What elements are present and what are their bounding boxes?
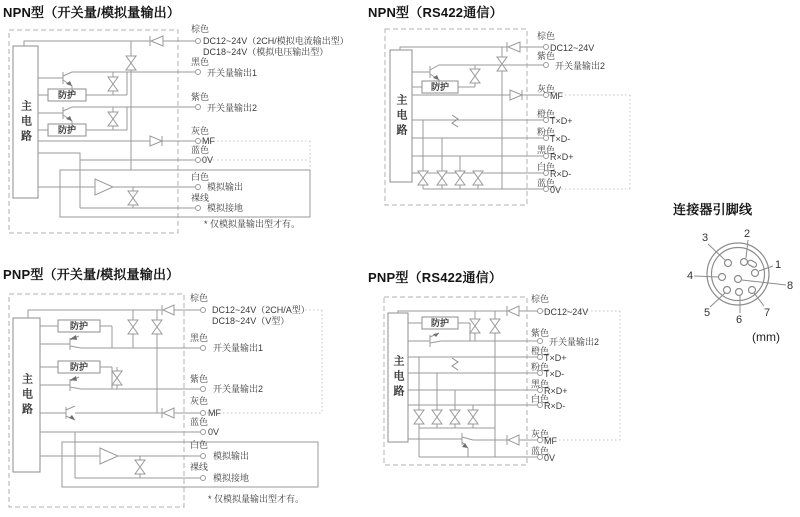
wire-color-label: 裸线	[191, 193, 210, 203]
terminal-label: 0V	[550, 185, 562, 195]
wire-color-label: 棕色	[191, 24, 210, 34]
terminal-label: 开关量输出2	[213, 384, 264, 394]
circuit-drawing-pnp-io	[0, 262, 360, 517]
pin-number: 4	[687, 270, 694, 282]
protect-box-label: 防护	[69, 321, 88, 331]
terminal-label: 0V	[544, 453, 556, 463]
terminal-label: MF	[202, 136, 215, 146]
terminal-label: DC12~24V	[544, 307, 589, 317]
terminal-label: 开关量输出1	[207, 68, 258, 78]
diagram-title: NPN型（开关量/模拟量输出）	[3, 5, 181, 20]
footnote: * 仅模拟量输出型才有。	[208, 494, 305, 504]
terminal-label: R×D-	[550, 169, 572, 179]
terminal-label: DC12~24V	[550, 43, 595, 53]
terminal-label: DC12~24V（2CH/A型）	[212, 305, 310, 315]
connector-pinout	[660, 185, 800, 355]
diagram-pnp-rs422	[360, 265, 660, 497]
wire-color-label: 蓝色	[537, 178, 556, 188]
pin-number: 8	[787, 280, 794, 292]
main-circuit-label: 主电路	[392, 355, 404, 400]
wire-color-label: 裸线	[190, 462, 209, 472]
terminal-label: 开关量输出2	[555, 61, 606, 71]
wire-color-label: 黑色	[537, 145, 556, 155]
terminal-label: MF	[544, 436, 557, 446]
terminal-label: DC18~24V（模拟电压输出型）	[203, 47, 329, 57]
wire-color-label: 橙色	[531, 346, 550, 356]
pin-number: 3	[702, 232, 709, 244]
wire-color-label: 紫色	[190, 374, 209, 384]
unit-label: (mm)	[752, 330, 780, 344]
terminal-label: R×D+	[544, 386, 568, 396]
wire-color-label: 灰色	[191, 126, 210, 136]
wire-color-label: 灰色	[531, 429, 550, 439]
terminal-label: T×D-	[544, 369, 565, 379]
wire-color-label: 紫色	[531, 328, 550, 338]
wire-color-label: 白色	[537, 162, 556, 172]
terminal-label: 模拟输出	[207, 182, 244, 192]
terminal-label: T×D-	[550, 134, 571, 144]
wire-color-label: 黑色	[191, 57, 210, 67]
diagram-title: PNP型（开关量/模拟量输出）	[3, 267, 180, 282]
main-circuit-label: 主电路	[20, 372, 33, 418]
pin-number: 7	[764, 307, 771, 319]
wire-color-label: 灰色	[537, 84, 556, 94]
terminal-label: 开关量输出2	[549, 337, 600, 347]
wire-color-label: 粉色	[537, 127, 556, 137]
footnote: * 仅模拟量输出型才有。	[204, 219, 301, 229]
terminal-label: 模拟接地	[213, 473, 250, 483]
protect-box-label: 防护	[430, 82, 449, 92]
protect-box-label: 防护	[57, 90, 76, 100]
main-circuit-label: 主电路	[19, 99, 32, 145]
wire-color-label: 蓝色	[191, 145, 210, 155]
protect-box-label: 防护	[430, 318, 449, 328]
connector-title: 连接器引脚线	[673, 202, 753, 217]
terminal-label: T×D+	[544, 353, 567, 363]
terminal-label: 模拟接地	[207, 203, 244, 213]
terminal-label: R×D+	[550, 152, 574, 162]
terminal-label: DC12~24V（2CH/模拟电流输出型）	[203, 36, 349, 46]
wire-color-label: 紫色	[537, 51, 556, 61]
terminal-label: 0V	[208, 427, 220, 437]
wire-color-label: 棕色	[537, 31, 556, 41]
terminal-label: 0V	[202, 155, 214, 165]
wire-color-label: 白色	[190, 440, 209, 450]
wire-color-label: 粉色	[531, 362, 550, 372]
diagram-title: PNP型（RS422通信）	[368, 270, 503, 285]
wire-color-label: 灰色	[190, 396, 209, 406]
wire-color-label: 紫色	[191, 92, 210, 102]
terminal-label: R×D-	[544, 401, 566, 411]
diagram-npn-io	[0, 0, 360, 260]
wire-color-label: 白色	[191, 172, 210, 182]
terminal-label: MF	[208, 408, 221, 418]
pin-number: 2	[744, 228, 751, 240]
terminal-label: 开关量输出2	[207, 103, 258, 113]
pin-number: 1	[775, 259, 782, 271]
pin-number: 5	[704, 307, 711, 319]
wire-color-label: 黑色	[531, 379, 550, 389]
wire-color-label: 棕色	[190, 293, 209, 303]
terminal-label: 模拟输出	[213, 451, 250, 461]
main-circuit-label: 主电路	[395, 93, 407, 139]
wire-color-label: 橙色	[537, 109, 556, 119]
protect-box-label: 防护	[69, 362, 88, 372]
terminal-label: T×D+	[550, 116, 573, 126]
wire-color-label: 棕色	[531, 294, 550, 304]
pin-number: 6	[736, 314, 743, 326]
diagram-npn-rs422	[360, 0, 660, 230]
wire-color-label: 蓝色	[190, 417, 209, 427]
wire-color-label: 黑色	[190, 333, 209, 343]
wire-color-label: 白色	[531, 394, 550, 404]
diagram-pnp-io	[0, 262, 360, 517]
protect-box-label: 防护	[57, 125, 76, 135]
terminal-label: 开关量输出1	[213, 343, 264, 353]
diagram-title: NPN型（RS422通信）	[368, 5, 503, 20]
wire-color-label: 蓝色	[531, 446, 550, 456]
terminal-label: DC18~24V（V型）	[212, 316, 290, 326]
terminal-label: MF	[550, 91, 563, 101]
